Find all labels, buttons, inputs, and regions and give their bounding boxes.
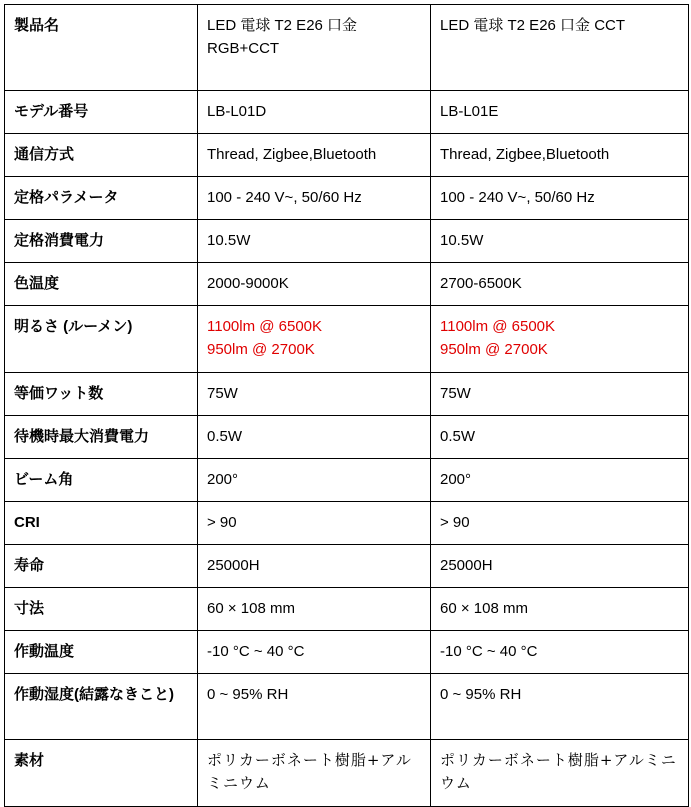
value-line: 200° xyxy=(440,471,472,488)
model-b-value xyxy=(431,91,689,134)
value-line: -10 °C ~ 40 °C xyxy=(440,643,538,660)
table-row xyxy=(5,674,689,740)
model-b-value xyxy=(431,502,689,545)
model-a-value xyxy=(198,545,431,588)
model-b-value xyxy=(431,588,689,631)
model-b-value xyxy=(431,220,689,263)
model-a-value xyxy=(198,220,431,263)
model-b-value xyxy=(431,459,689,502)
row-label: ビーム角 xyxy=(5,459,198,502)
row-label: 通信方式 xyxy=(5,134,198,177)
model-b-value xyxy=(431,545,689,588)
table-row xyxy=(5,545,689,588)
model-a-value xyxy=(198,134,431,177)
value-line: LED 電球 T2 E26 口金 xyxy=(207,17,358,34)
model-a-value xyxy=(198,631,431,674)
table-row xyxy=(5,134,689,177)
model-a-value xyxy=(198,91,431,134)
model-a-value xyxy=(198,5,431,91)
model-b-value xyxy=(431,740,689,807)
value-line: ポリカーボネート樹脂+アルミニウム xyxy=(207,751,412,792)
model-b-value xyxy=(431,263,689,306)
value-line: RGB+CCT xyxy=(207,40,280,57)
table-row xyxy=(5,631,689,674)
value-line: 2000-9000K xyxy=(207,275,289,292)
value-line: 10.5W xyxy=(207,232,251,249)
value-line: 0.5W xyxy=(440,428,476,445)
model-b-value xyxy=(431,373,689,416)
row-label: 定格パラメータ xyxy=(5,177,198,220)
table-row xyxy=(5,263,689,306)
value-line: > 90 xyxy=(207,514,237,531)
table-row xyxy=(5,306,689,373)
value-line: 10.5W xyxy=(440,232,484,249)
value-line: 75W xyxy=(207,385,238,402)
table-row xyxy=(5,588,689,631)
row-label: 明るさ (ルーメン) xyxy=(5,306,198,373)
row-label: 色温度 xyxy=(5,263,198,306)
table-row xyxy=(5,459,689,502)
table-row xyxy=(5,373,689,416)
value-line: LB-L01D xyxy=(207,103,267,120)
model-a-value xyxy=(198,740,431,807)
row-label: 作動湿度(結露なきこと) xyxy=(5,674,198,740)
table-row xyxy=(5,177,689,220)
model-a-value xyxy=(198,502,431,545)
model-a-value xyxy=(198,306,431,373)
model-a-value xyxy=(198,177,431,220)
value-line: 60 × 108 mm xyxy=(440,600,528,617)
row-label: 素材 xyxy=(5,740,198,807)
value-line: Thread, Zigbee,Bluetooth xyxy=(440,146,610,163)
model-b-value xyxy=(431,631,689,674)
value-line: 2700-6500K xyxy=(440,275,522,292)
value-line: 0 ~ 95% RH xyxy=(207,686,289,703)
model-a-value xyxy=(198,263,431,306)
table-row xyxy=(5,91,689,134)
model-a-value xyxy=(198,588,431,631)
value-line: > 90 xyxy=(440,514,470,531)
value-line: 0.5W xyxy=(207,428,243,445)
row-label: CRI xyxy=(5,502,198,545)
value-line: 200° xyxy=(207,471,239,488)
value-line: 75W xyxy=(440,385,471,402)
table-row xyxy=(5,740,689,807)
table-row xyxy=(5,416,689,459)
model-b-value xyxy=(431,134,689,177)
row-label: 待機時最大消費電力 xyxy=(5,416,198,459)
value-line: 100 - 240 V~, 50/60 Hz xyxy=(207,189,362,206)
table-row xyxy=(5,220,689,263)
value-line: LB-L01E xyxy=(440,103,499,120)
value-line: 100 - 240 V~, 50/60 Hz xyxy=(440,189,595,206)
model-a-value xyxy=(198,416,431,459)
value-line: 0 ~ 95% RH xyxy=(440,686,522,703)
value-line: 25000H xyxy=(440,557,493,574)
model-b-value xyxy=(431,306,689,373)
model-b-value xyxy=(431,177,689,220)
table-row xyxy=(5,502,689,545)
model-b-value xyxy=(431,416,689,459)
model-a-value xyxy=(198,674,431,740)
spec-table xyxy=(4,4,689,807)
value-line: 1100lm @ 6500K xyxy=(440,318,556,335)
row-label: 定格消費電力 xyxy=(5,220,198,263)
row-label: 寸法 xyxy=(5,588,198,631)
value-line: Thread, Zigbee,Bluetooth xyxy=(207,146,377,163)
row-label: 作動温度 xyxy=(5,631,198,674)
value-line: 25000H xyxy=(207,557,260,574)
value-line: 1100lm @ 6500K xyxy=(207,318,323,335)
row-label: 製品名 xyxy=(5,5,198,91)
value-line: 950lm @ 2700K xyxy=(440,341,548,358)
value-line: 950lm @ 2700K xyxy=(207,341,315,358)
value-line: 60 × 108 mm xyxy=(207,600,295,617)
model-a-value xyxy=(198,373,431,416)
value-line: -10 °C ~ 40 °C xyxy=(207,643,305,660)
row-label: モデル番号 xyxy=(5,91,198,134)
value-line: ポリカーボネート樹脂+アルミニウム xyxy=(440,751,677,792)
row-label: 寿命 xyxy=(5,545,198,588)
value-line: LED 電球 T2 E26 口金 CCT xyxy=(440,17,626,34)
model-a-value xyxy=(198,459,431,502)
model-b-value xyxy=(431,5,689,91)
model-b-value xyxy=(431,674,689,740)
table-row xyxy=(5,5,689,91)
row-label: 等価ワット数 xyxy=(5,373,198,416)
